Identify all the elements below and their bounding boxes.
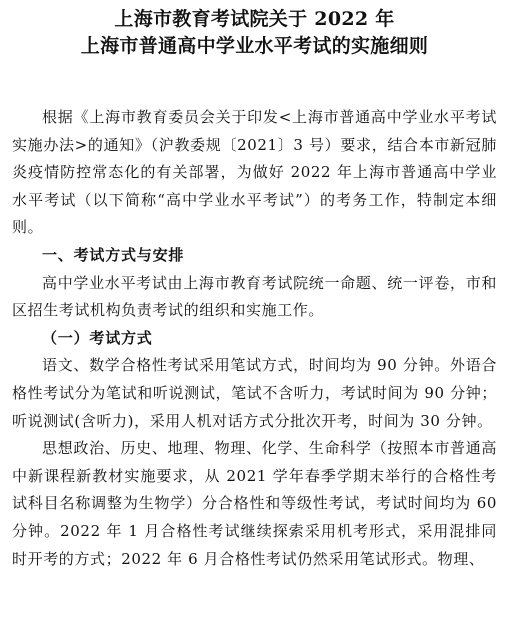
title-spacer [12, 60, 497, 104]
subsection-1-paragraph-2: 思想政治、历史、地理、物理、化学、生命科学（按照本市普通高中新课程新教材实施要求，从 2021 学年春季学期末举行的合格性考试科目名称调整为生物学）分合格性和等级性考试，考试时间均为 60 分钟。2022 年 1 月合格性考试继续探索采用机考形式，采用混排同时开考的方式；2022 年 6 月合格性考试仍然采用笔试形式。物理、 [12, 439, 497, 568]
document-title-line-2: 上海市普通高中学业水平考试的实施细则 [80, 35, 429, 57]
intro-paragraph: 根据《上海市教育委员会关于印发<上海市普通高中学业水平考试实施办法>的通知》（沪教委规〔2021〕3 号）要求，结合本市新冠肺炎疫情防控常态化的有关部署，为做好 2022 年上海市普通高中学业水平考试（以下简称“高中学业水平考试”）的考务工作，特制定本细则。 [12, 108, 497, 237]
section-1-heading: 一、考试方式与安排 [42, 245, 185, 264]
subsection-1-heading: （一）考试方式 [42, 328, 153, 347]
document-title-line-1: 上海市教育考试院关于 2022 年 [114, 8, 395, 30]
section-1-paragraph: 高中学业水平考试由上海市教育考试院统一命题、统一评卷，市和区招生考试机构负责考试的组织和实施工作。 [12, 273, 497, 320]
subsection-1-paragraph-1: 语文、数学合格性考试采用笔试方式，时间均为 90 分钟。外语合格性考试分为笔试和听说测试，笔试不含听力，考试时间为 90 分钟；听说测试(含听力)，采用人机对话方式分批次开考，时间为 30 分钟。 [12, 356, 497, 430]
